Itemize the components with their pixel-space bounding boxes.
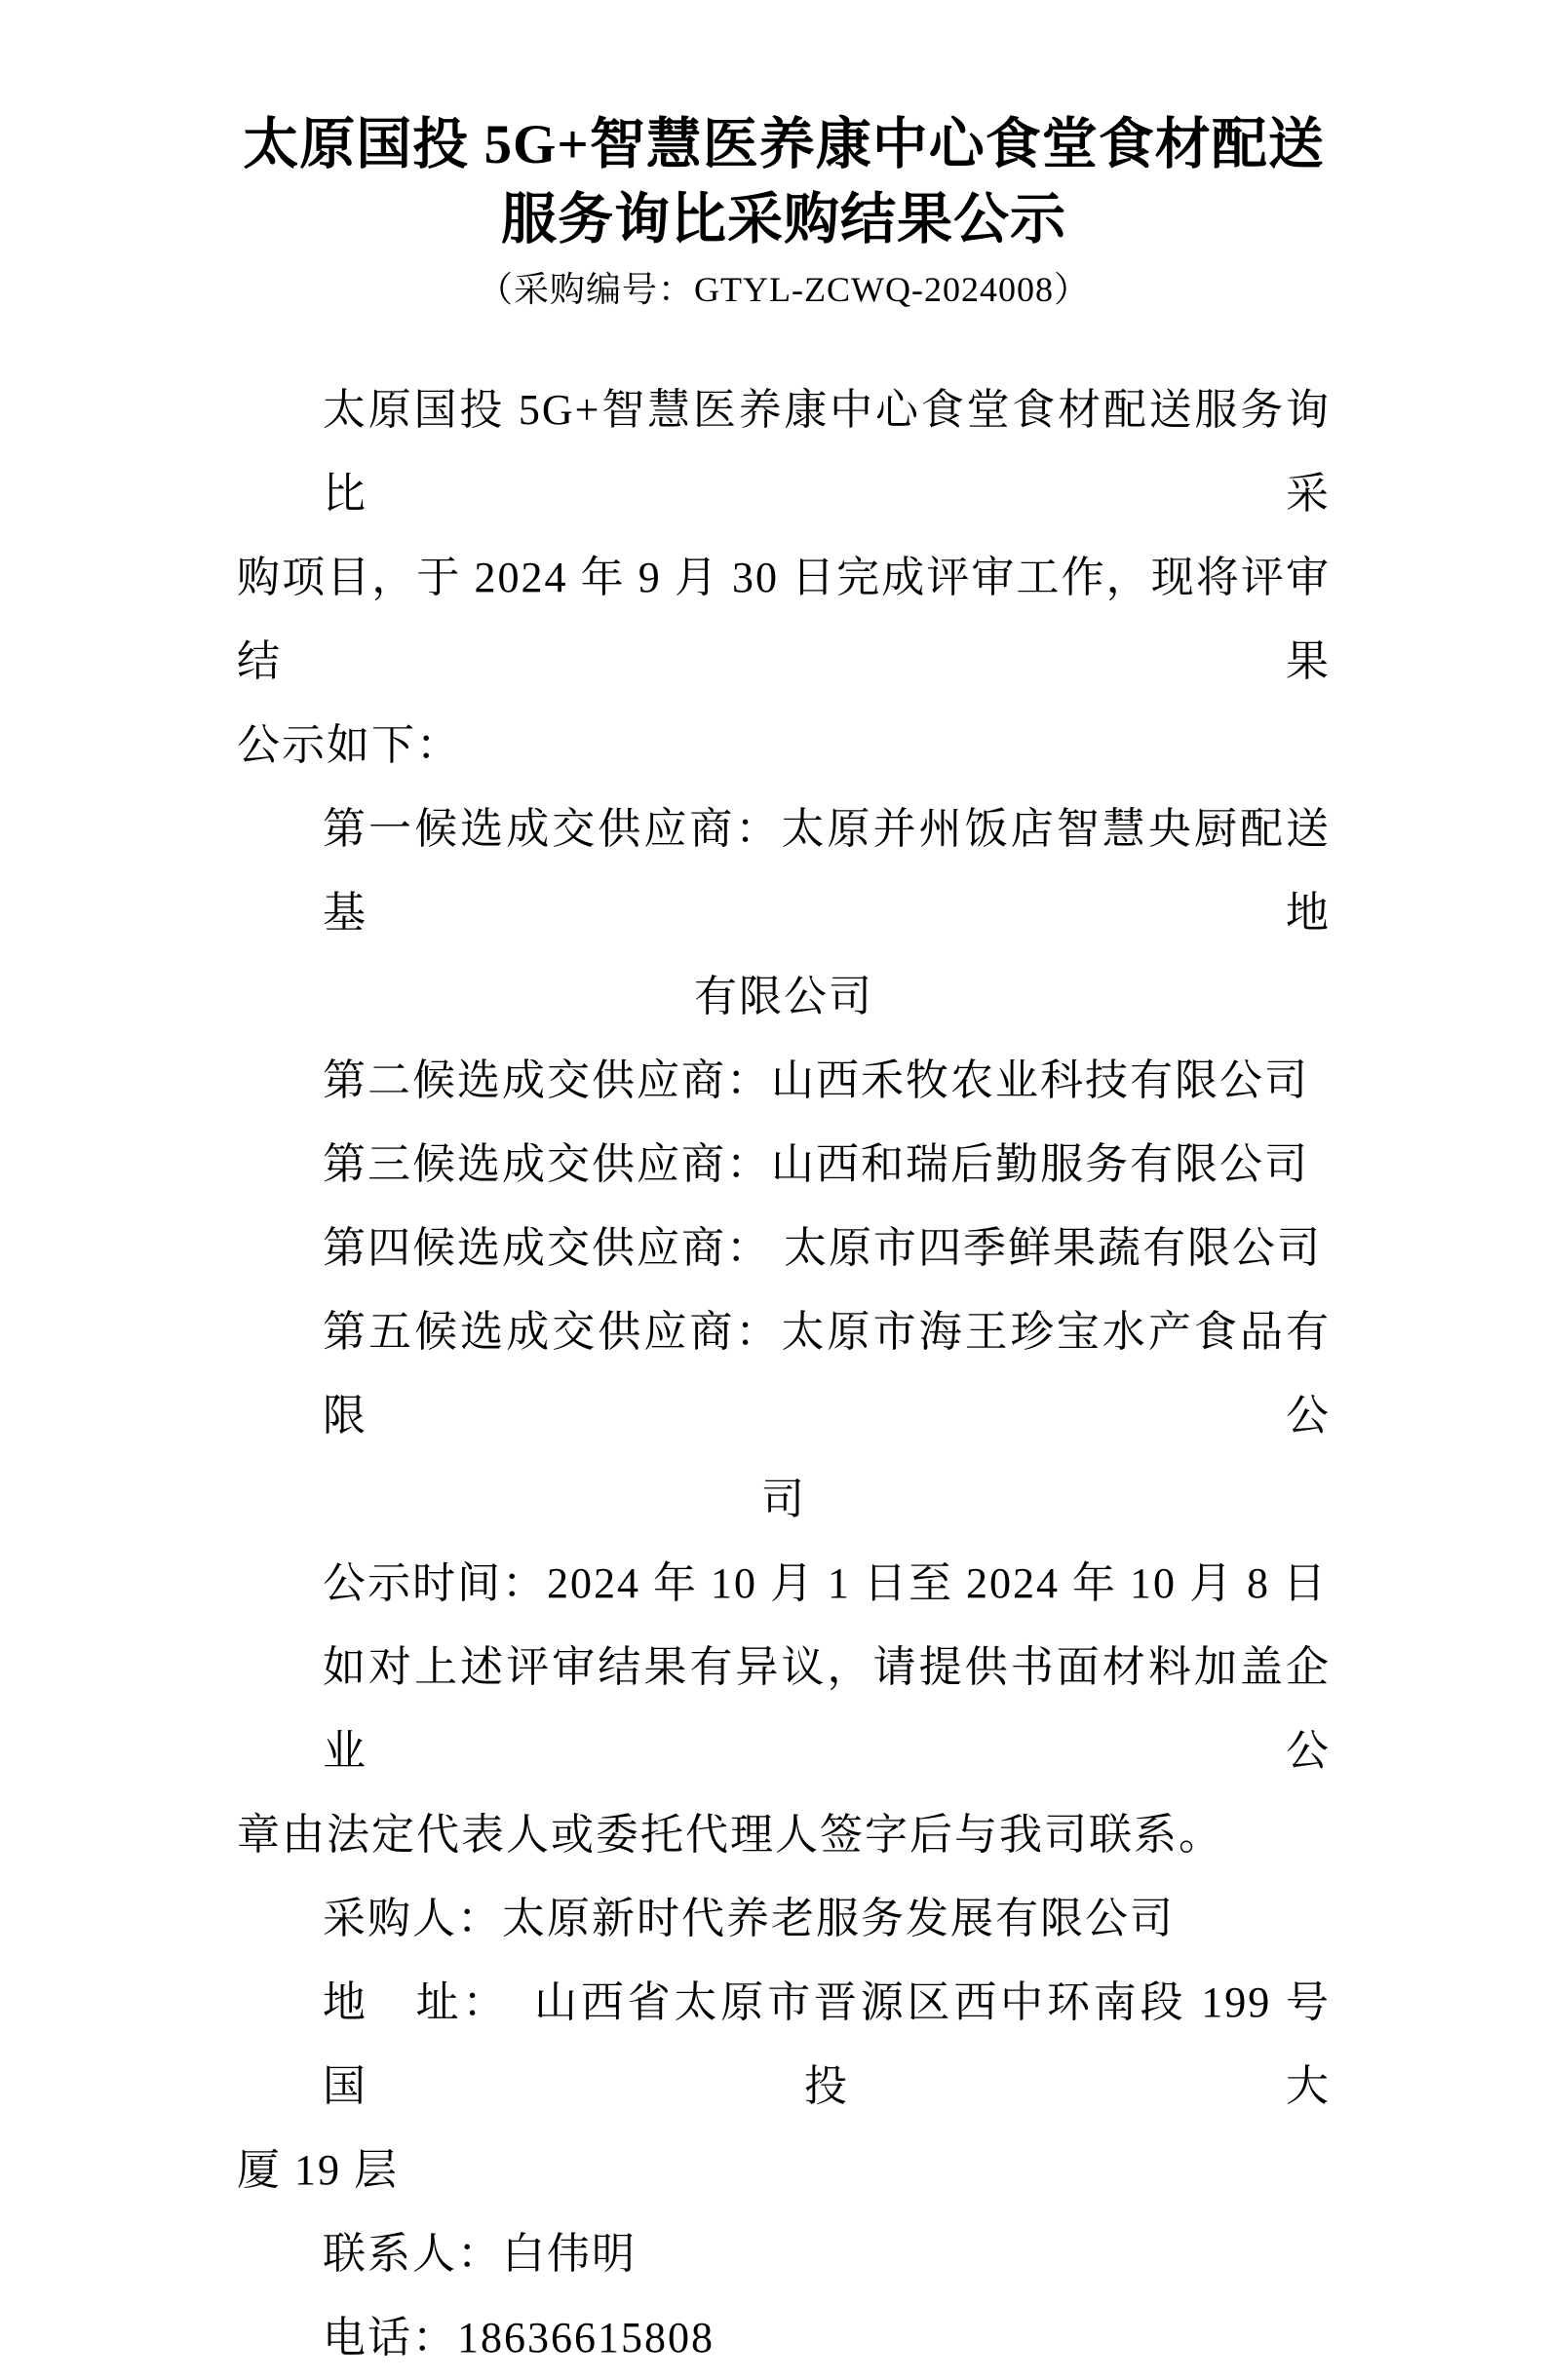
document-body: [237, 368, 1331, 2380]
document-line: 厦 19 层: [237, 2146, 399, 2194]
document-line: 第二候选成交供应商：山西禾牧农业科技有限公司: [323, 1056, 1309, 1104]
document-line: 采购人：太原新时代养老服务发展有限公司: [323, 1895, 1175, 1942]
document-line: 地 址： 山西省太原市晋源区西中环南段 199 号国投大: [323, 1978, 1331, 2110]
document-title-line-2: 服务询比采购结果公示: [501, 189, 1066, 250]
document-line: 有限公司: [694, 973, 873, 1020]
document-line: 第一候选成交供应商：太原并州饭店智慧央厨配送基地: [323, 805, 1331, 937]
document-line: 司: [761, 1476, 806, 1523]
document-line: 第四候选成交供应商： 太原市四季鲜果蔬有限公司: [323, 1224, 1322, 1272]
document-content: [237, 107, 1331, 2380]
document-line: 公示时间：2024 年 10 月 1 日至 2024 年 10 月 8 日: [323, 1559, 1328, 1607]
document-title: [237, 107, 1331, 257]
document-line: 章由法定代表人或委托代理人签字后与我司联系。: [237, 1811, 1223, 1859]
document-line: 购项目，于 2024 年 9 月 30 日完成评审工作，现将评审结果: [237, 554, 1331, 685]
document-line: 第三候选成交供应商：山西和瑞后勤服务有限公司: [323, 1140, 1309, 1188]
document-line: 如对上述评审结果有异议，请提供书面材料加盖企业公: [323, 1643, 1331, 1775]
document-title-line-1: 太原国投 5G+智慧医养康中心食堂食材配送: [243, 114, 1325, 175]
document-subtitle: （采购编号：GTYL-ZCWQ-2024008）: [478, 270, 1090, 309]
document-line: 第五候选成交供应商：太原市海王珍宝水产食品有限公: [323, 1308, 1331, 1440]
document-line: 公示如下：: [237, 721, 461, 769]
document-line: 电话：18636615808: [323, 2314, 715, 2361]
document-line: 太原国投 5G+智慧医养康中心食堂食材配送服务询比采: [323, 386, 1331, 518]
document-line: 联系人：白伟明: [323, 2230, 637, 2278]
